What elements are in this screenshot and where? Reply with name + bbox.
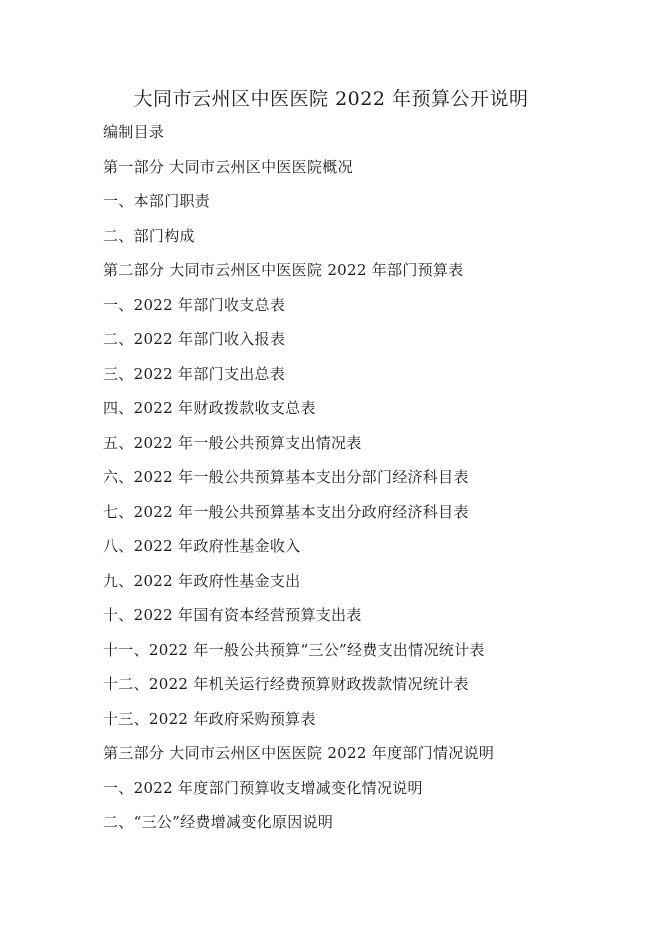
toc-entry: 一、2022 年部门收支总表 <box>103 295 286 314</box>
toc-entry: 九、2022 年政府性基金支出 <box>103 571 301 590</box>
toc-entry: 十一、2022 年一般公共预算“三公”经费支出情况统计表 <box>103 640 485 659</box>
toc-entry-part-2: 第二部分 大同市云州区中医医院 2022 年部门预算表 <box>103 261 464 279</box>
toc-entry: 二、“三公”经费增减变化原因说明 <box>103 813 334 831</box>
toc-entry: 六、2022 年一般公共预算基本支出分部门经济科目表 <box>103 468 469 486</box>
toc-entry: 一、本部门职责 <box>103 192 211 210</box>
toc-entry: 三、2022 年部门支出总表 <box>103 364 286 383</box>
toc-entry: 二、部门构成 <box>103 226 195 245</box>
toc-entry: 七、2022 年一般公共预算基本支出分政府经济科目表 <box>103 502 469 521</box>
toc-entry: 二、2022 年部门收入报表 <box>103 330 286 348</box>
toc-entry: 五、2022 年一般公共预算支出情况表 <box>103 433 362 452</box>
toc-entry: 十三、2022 年政府采购预算表 <box>103 709 316 728</box>
toc-heading: 编制目录 <box>103 123 165 141</box>
toc-entry: 八、2022 年政府性基金收入 <box>103 537 301 555</box>
document-title: 大同市云州区中医医院 2022 年预算公开说明 <box>133 88 529 110</box>
toc-entry: 十二、2022 年机关运行经费预算财政拨款情况统计表 <box>103 675 469 693</box>
table-of-contents <box>103 120 494 845</box>
toc-entry-part-1: 第一部分 大同市云州区中医医院概况 <box>103 157 353 176</box>
toc-entry-part-3: 第三部分 大同市云州区中医医院 2022 年度部门情况说明 <box>103 744 495 762</box>
toc-entry: 十、2022 年国有资本经营预算支出表 <box>103 606 362 624</box>
toc-entry: 一、2022 年度部门预算收支增减变化情况说明 <box>103 778 423 797</box>
toc-entry: 四、2022 年财政拨款收支总表 <box>103 399 316 417</box>
